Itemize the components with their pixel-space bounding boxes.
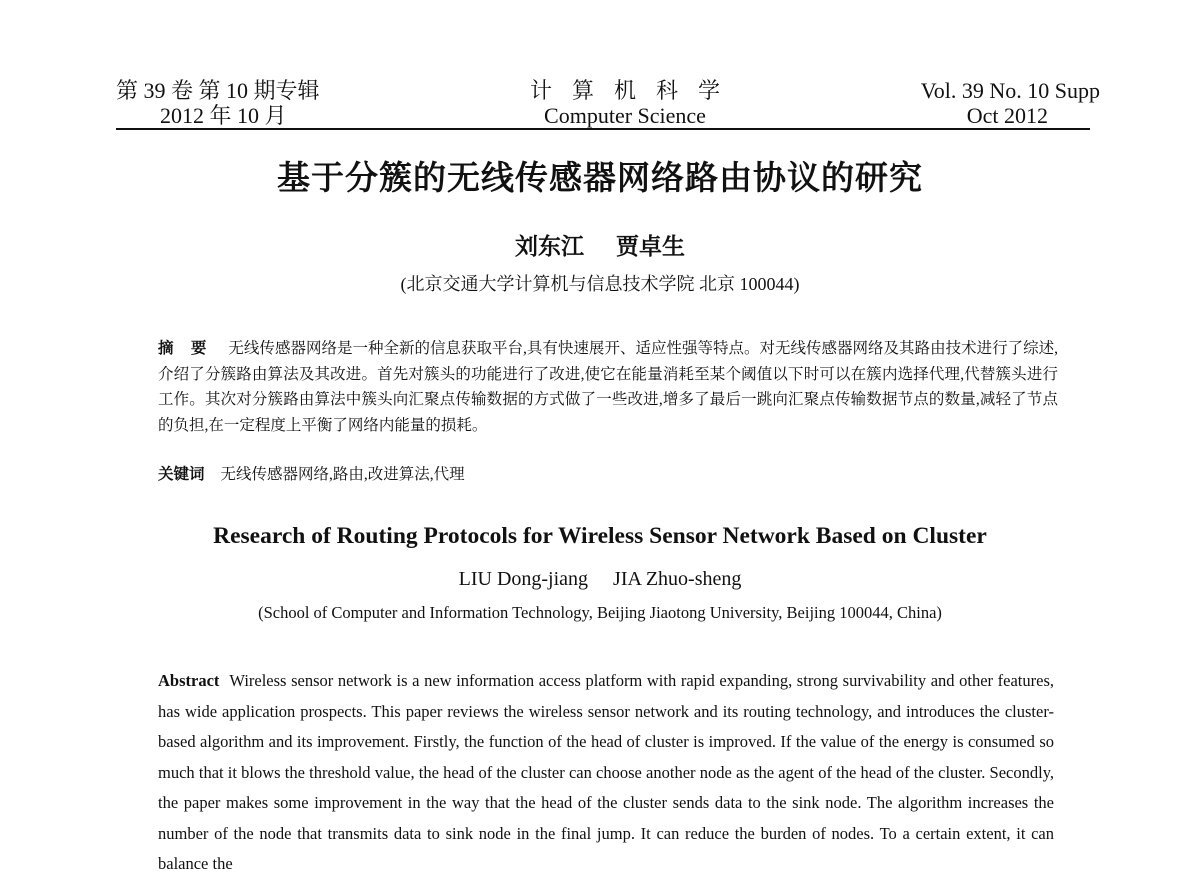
- affiliation-en: (School of Computer and Information Technology, Beijing Jiaotong University, Beijing 100044, China): [258, 603, 942, 622]
- abstract-cn-text: 无线传感器网络是一种全新的信息获取平台,具有快速展开、适应性强等特点。对无线传感器网络及其路由技术进行了综述,介绍了分簇路由算法及其改进。首先对簇头的功能进行了改进,使它在能量消耗至某个阈值以下时可以在簇内选择代理,代替簇头进行工作。其次对分簇路由算法中簇头向汇聚点传输数据的方式做了一些改进,增多了最后一跳向汇聚点传输数据节点的数量,减轻了节点的负担,在一定程度上平衡了网络内能量的损耗。: [158, 340, 1058, 434]
- keywords-cn-text: 无线传感器网络,路由,改进算法,代理: [220, 466, 465, 483]
- volume-en: Vol. 39 No. 10 Supp: [920, 78, 1100, 103]
- author-en-1: LIU Dong-jiang: [458, 568, 589, 590]
- journal-issue-info: [116, 78, 320, 128]
- issue-date-en: Oct 2012: [966, 103, 1048, 128]
- authors-en: [0, 568, 1200, 591]
- author-en-2: JIA Zhuo-sheng: [613, 568, 742, 590]
- keywords-cn: [158, 462, 1058, 487]
- authors-cn: [0, 228, 1200, 261]
- abstract-en-text: Wireless sensor network is a new information access platform with rapid expanding, strong survivability and other features, has wide application prospects. This paper reviews the wireless sensor network and its routing technology, and introduces the cluster-based algorithm and its improvement. Firstly, the function of the head of cluster is improved. If the value of the energy is consumed so much that it blows the threshold value, the head of the cluster can choose another node as the agent of the head of the cluster. Secondly, the paper makes some improvement in the way that the head of the cluster sends data to the sink node. The algorithm increases the number of the node that transmits data to sink node in the final jump. It can reduce the burden of nodes. To a certain extent, it can balance the: [158, 671, 1054, 873]
- author-cn-2: 贾卓生: [616, 234, 685, 260]
- journal-name: [500, 78, 750, 128]
- volume-issue: 第 39 卷 第 10 期专辑: [116, 78, 320, 103]
- author-cn-1: 刘东江: [514, 234, 584, 260]
- journal-name-en: Computer Science: [544, 103, 706, 128]
- paper-title-cn: 基于分簇的无线传感器网络路由协议的研究: [277, 158, 923, 197]
- abstract-en-label: Abstract: [158, 671, 220, 690]
- issue-date-cn: 2012 年 10 月: [160, 103, 287, 128]
- abstract-cn-label: 摘 要: [158, 339, 213, 357]
- paper-title-en: Research of Routing Protocols for Wireless Sensor Network Based on Cluster: [213, 523, 987, 549]
- abstract-cn: [158, 336, 1058, 438]
- keywords-cn-label: 关键词: [158, 465, 205, 483]
- abstract-en: [158, 666, 1054, 880]
- affiliation-cn: (北京交通大学计算机与信息技术学院 北京 100044): [400, 274, 800, 294]
- journal-volume-info: [870, 78, 1100, 128]
- header-rule: [116, 128, 1090, 130]
- journal-name-cn: 计算机科学: [529, 78, 740, 103]
